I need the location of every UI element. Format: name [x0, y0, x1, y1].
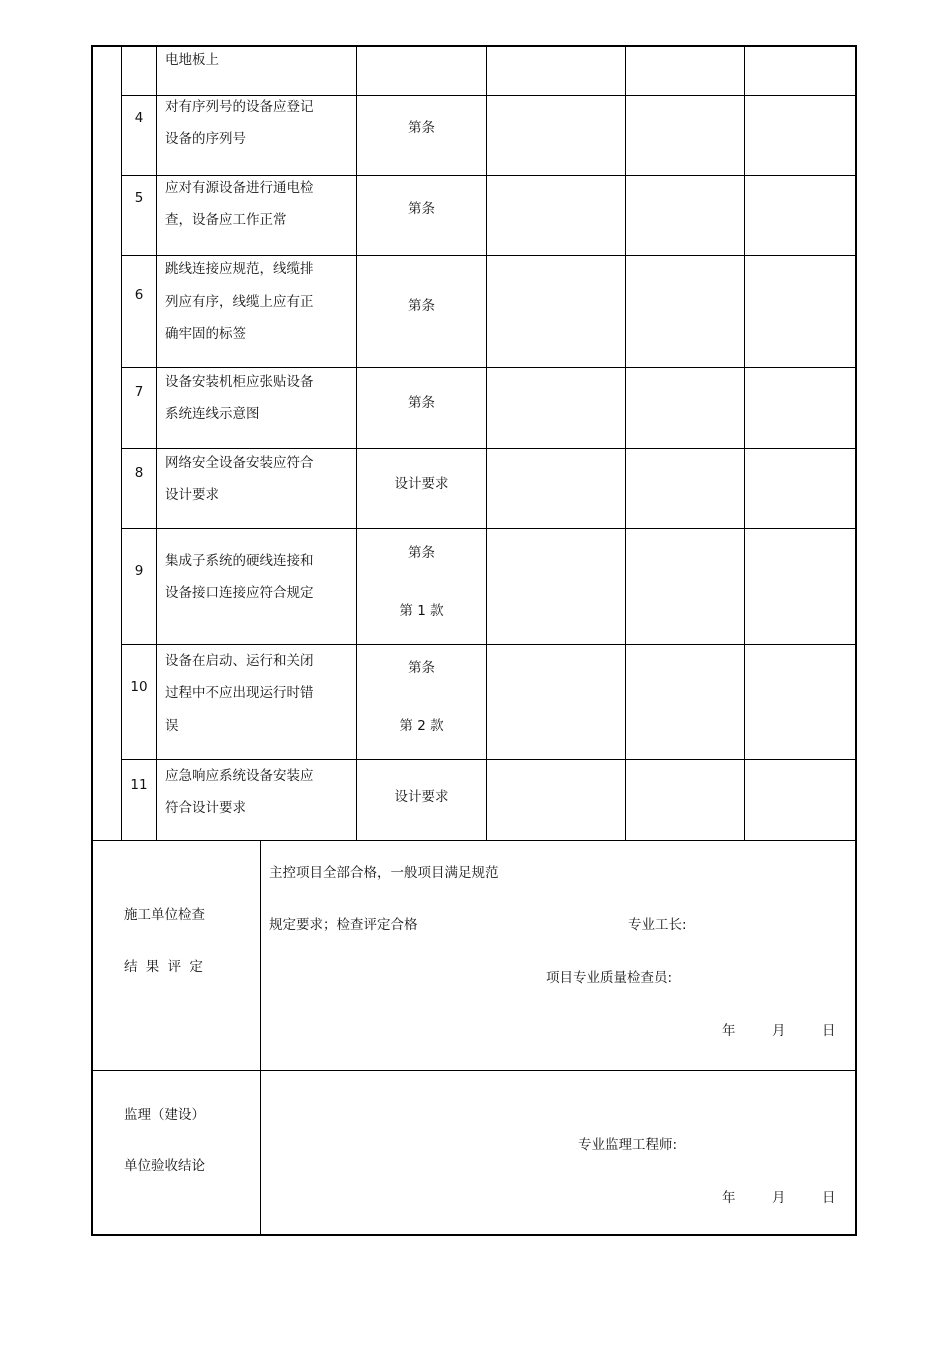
section-line: [91, 840, 857, 841]
item-desc: 跳线连接应规范，线缆排: [165, 261, 314, 277]
item-number: 5: [134, 190, 144, 206]
section-line: [91, 1070, 857, 1071]
item-desc: 应对有源设备进行通电检: [165, 180, 314, 196]
engineer-signature-label: 专业监理工程师:: [578, 1137, 678, 1153]
item-standard: 第条: [408, 545, 435, 561]
item-standard: 第 1 款: [399, 603, 444, 619]
item-number: 8: [134, 465, 144, 481]
item-standard: 设计要求: [394, 476, 449, 492]
supervision-label: 监理（建设）: [124, 1107, 205, 1123]
date-month: 月: [772, 1023, 786, 1039]
date-year: 年: [722, 1190, 736, 1206]
item-desc: 误: [165, 718, 179, 734]
section-divider: [260, 840, 261, 1236]
date-year: 年: [722, 1023, 736, 1039]
item-number: 11: [130, 777, 148, 793]
item-standard: 第条: [408, 120, 435, 136]
item-desc: 设备安装机柜应张贴设备: [165, 374, 314, 390]
item-desc: 符合设计要求: [165, 800, 246, 816]
item-desc: 电地板上: [165, 52, 219, 68]
item-desc: 集成子系统的硬线连接和: [165, 553, 314, 569]
date-month: 月: [772, 1190, 786, 1206]
construction-label: 结 果 评 定: [124, 959, 205, 975]
item-desc: 设备在启动、运行和关闭: [165, 653, 314, 669]
item-standard: 第条: [408, 298, 435, 314]
item-desc: 设备接口连接应符合规定: [165, 585, 314, 601]
item-desc: 系统连线示意图: [165, 406, 260, 422]
item-desc: 确牢固的标签: [165, 326, 246, 342]
item-number: 9: [134, 563, 144, 579]
item-desc: 列应有序，线缆上应有正: [165, 294, 314, 310]
grid-line: [625, 45, 626, 840]
date-day: 日: [822, 1023, 836, 1039]
item-number: 4: [134, 110, 144, 126]
item-desc: 对有序列号的设备应登记: [165, 99, 314, 115]
inspector-signature-label: 项目专业质量检查员:: [546, 970, 673, 986]
item-desc: 查，设备应工作正常: [165, 212, 287, 228]
item-desc: 应急响应系统设备安装应: [165, 768, 314, 784]
item-desc: 网络安全设备安装应符合: [165, 455, 314, 471]
item-standard: 第条: [408, 201, 435, 217]
construction-label: 施工单位检查: [124, 907, 205, 923]
grid-line: [486, 45, 487, 840]
item-desc: 设备的序列号: [165, 131, 246, 147]
foreman-signature-label: 专业工长:: [628, 917, 687, 933]
item-standard: 第条: [408, 395, 435, 411]
construction-result-text: 主控项目全部合格，一般项目满足规范: [269, 865, 499, 881]
item-number: 7: [134, 384, 144, 400]
date-day: 日: [822, 1190, 836, 1206]
item-desc: 过程中不应出现运行时错: [165, 685, 314, 701]
grid-line: [121, 45, 122, 840]
item-desc: 设计要求: [165, 487, 219, 503]
item-standard: 设计要求: [394, 789, 449, 805]
item-number: 6: [134, 287, 144, 303]
item-standard: 第 2 款: [399, 718, 444, 734]
grid-line: [744, 45, 745, 840]
grid-line: [156, 45, 157, 840]
row-line: [121, 528, 857, 529]
construction-result-text: 规定要求；检查评定合格: [269, 917, 418, 933]
item-number: 10: [130, 679, 148, 695]
item-standard: 第条: [408, 660, 435, 676]
supervision-label: 单位验收结论: [124, 1158, 205, 1174]
